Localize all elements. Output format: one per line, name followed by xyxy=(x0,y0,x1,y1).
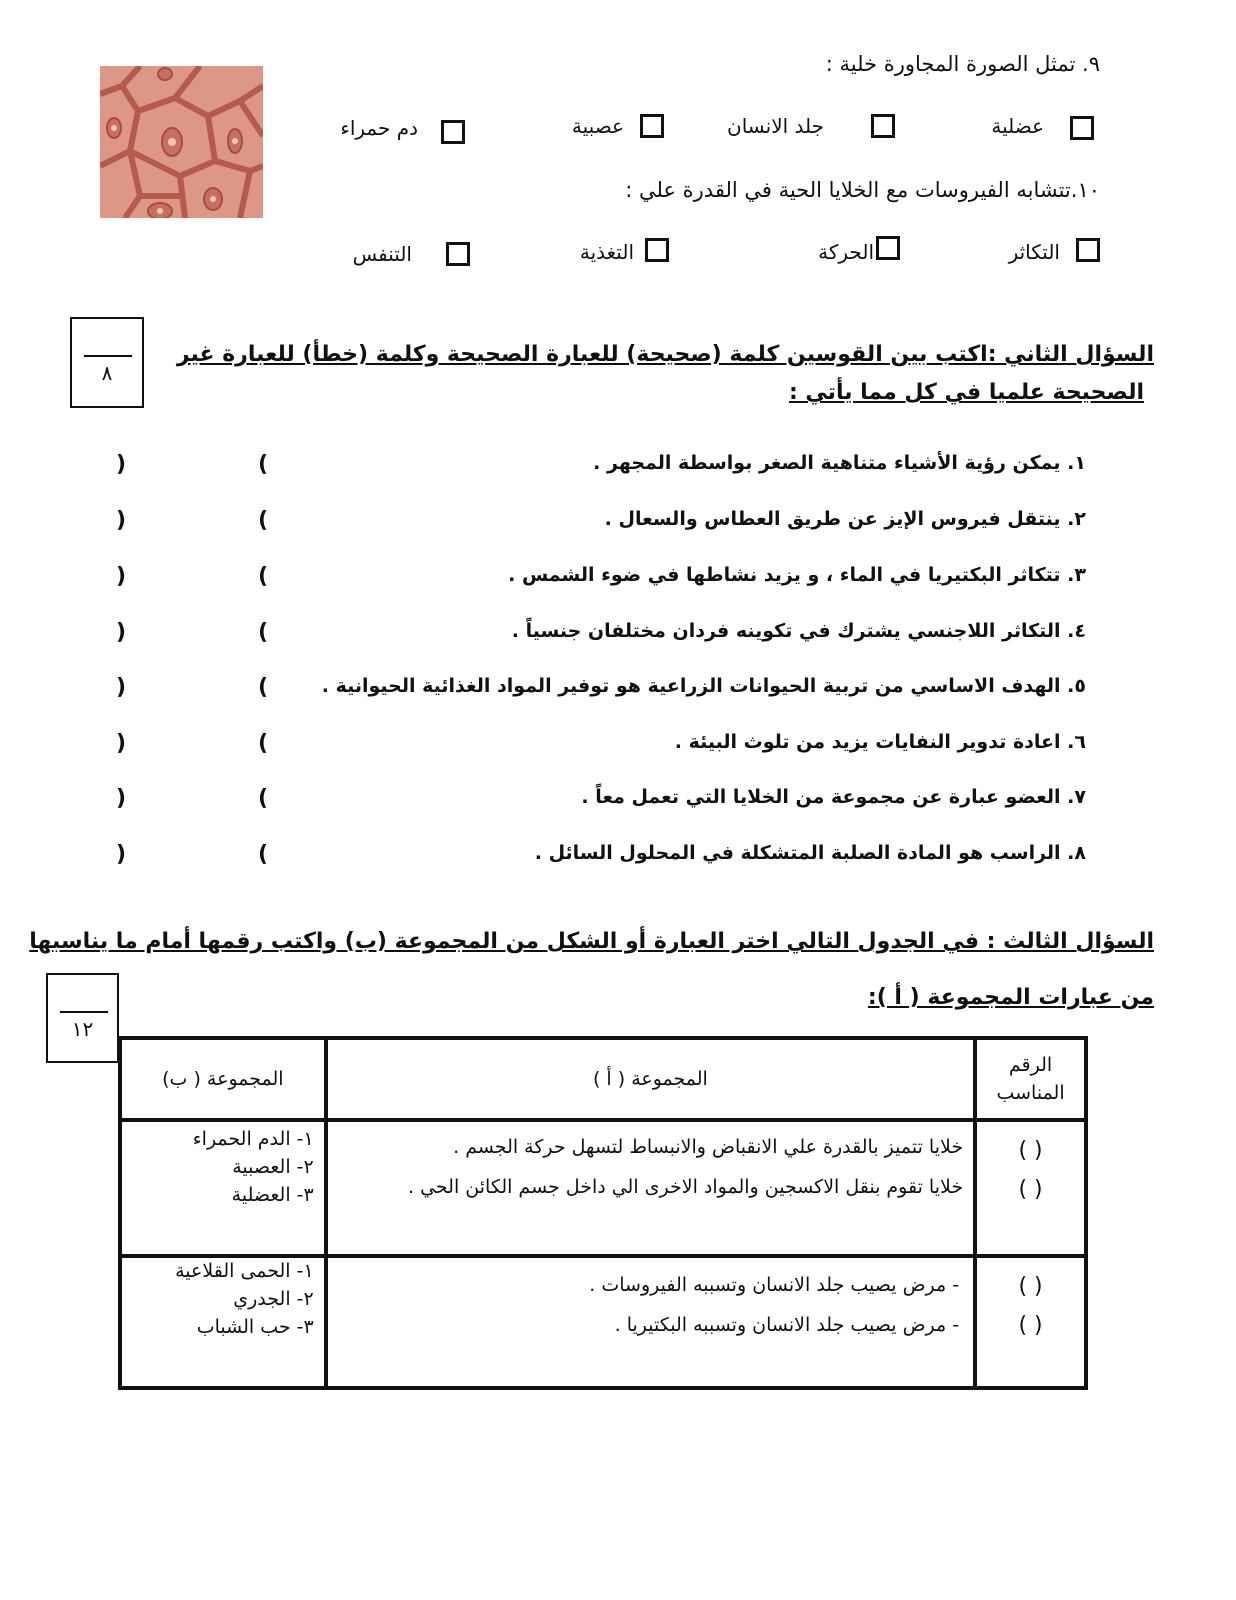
statement-6: ٦. اعادة تدوير النفايات يزيد من تلوث البيئة . xyxy=(674,731,1086,753)
paren-open: ( xyxy=(258,675,269,700)
section2-score-box xyxy=(70,317,144,408)
q9-option-3-label: عصبية xyxy=(571,114,624,138)
q10-option-1-checkbox[interactable] xyxy=(1076,238,1100,262)
row2-group-a xyxy=(326,1256,975,1388)
answer-blank-4[interactable] xyxy=(114,620,274,650)
paren-open: ( xyxy=(258,731,269,756)
q10-option-2-checkbox[interactable] xyxy=(876,236,900,260)
paren-open: ( xyxy=(258,620,269,645)
row1-answers xyxy=(975,1120,1086,1256)
section3-score-value: ١٢ xyxy=(71,1017,94,1041)
statement-2: ٢. ينتقل فيروس الإيز عن طريق العطاس والسعال . xyxy=(604,508,1086,530)
statement-4: ٤. التكاثر اللاجنسي يشترك في تكوينه فردان مختلفان جنسياً . xyxy=(511,620,1086,642)
statement-3: ٣. تتكاثر البكتيريا في الماء ، و يزيد نشاطها في ضوء الشمس . xyxy=(508,564,1086,586)
row2-group-b-item-2: ٢- الجدري xyxy=(233,1288,314,1310)
paren-open: ( xyxy=(258,508,269,533)
row1-answer-1[interactable]: ( ) xyxy=(1018,1138,1043,1163)
paren-close: ) xyxy=(116,675,127,700)
row2-group-b-item-3: ٣- حب الشباب xyxy=(196,1316,314,1338)
paren-close: ) xyxy=(116,452,127,477)
header-group-a: المجموعة ( أ ) xyxy=(326,1038,975,1120)
q9-option-2-checkbox[interactable] xyxy=(871,114,895,138)
paren-open: ( xyxy=(258,842,269,867)
q9-option-4-label: دم حمراء xyxy=(340,116,418,140)
statement-8: ٨. الراسب هو المادة الصلبة المتشكلة في المحلول السائل . xyxy=(534,842,1086,864)
row1-group-b-item-2: ٢- العصبية xyxy=(232,1156,314,1178)
statement-5: ٥. الهدف الاساسي من تربية الحيوانات الزراعية هو توفير المواد الغذائية الحيوانية . xyxy=(321,675,1086,697)
row2-answer-1[interactable]: ( ) xyxy=(1018,1274,1043,1299)
q10-option-4-checkbox[interactable] xyxy=(446,242,470,266)
answer-blank-3[interactable] xyxy=(114,564,274,594)
q9-option-1-label: عضلية xyxy=(991,114,1044,138)
paren-open: ( xyxy=(258,786,269,811)
q9-option-4-checkbox[interactable] xyxy=(441,120,465,144)
row2-group-b xyxy=(120,1256,326,1388)
answer-blank-5[interactable] xyxy=(114,675,274,705)
q10-title: ١٠.تتشابه الفيروسات مع الخلايا الحية في القدرة علي : xyxy=(625,178,1100,202)
q10-option-1-label: التكاثر xyxy=(1008,240,1060,264)
paren-close: ) xyxy=(116,508,127,533)
answer-blank-6[interactable] xyxy=(114,731,274,761)
paren-close: ) xyxy=(116,564,127,589)
row1-group-a-item-1: خلايا تتميز بالقدرة علي الانقباض والانبساط لتسهل حركة الجسم . xyxy=(453,1136,964,1158)
row1-group-b xyxy=(120,1120,326,1256)
q9-option-2-label: جلد الانسان xyxy=(727,114,824,138)
section3-heading-line1: السؤال الثالث : في الجدول التالي اختر العبارة أو الشكل من المجموعة (ب) واكتب رقمها أمام ما يناسبها xyxy=(29,929,1154,954)
section3-heading-line2: من عبارات المجموعة ( أ ): xyxy=(867,985,1154,1010)
answer-blank-2[interactable] xyxy=(114,508,274,538)
header-group-b: المجموعة ( ب) xyxy=(120,1038,326,1120)
q9-option-1-checkbox[interactable] xyxy=(1070,116,1094,140)
paren-close: ) xyxy=(116,786,127,811)
section2-heading-line1: السؤال الثاني :اكتب بين القوسين كلمة (صحيحة) للعبارة الصحيحة وكلمة (خطأ) للعبارة غير xyxy=(176,342,1154,367)
row2-group-b-item-1: ١- الحمى القلاعية xyxy=(175,1260,314,1282)
q9-option-3-checkbox[interactable] xyxy=(640,114,664,138)
row2-group-a-item-1: - مرض يصيب جلد الانسان وتسببه الفيروسات . xyxy=(589,1274,960,1296)
paren-close: ) xyxy=(116,620,127,645)
section2-score-value: ٨ xyxy=(101,361,113,385)
row1-group-a-item-2: خلايا تقوم بنقل الاكسجين والمواد الاخرى الي داخل جسم الكائن الحي . xyxy=(408,1176,964,1198)
cell-image xyxy=(100,66,263,218)
answer-blank-7[interactable] xyxy=(114,786,274,816)
statement-7: ٧. العضو عبارة عن مجموعة من الخلايا التي تعمل معاً . xyxy=(581,786,1086,808)
paren-close: ) xyxy=(116,842,127,867)
paren-open: ( xyxy=(258,452,269,477)
q9-title: ٩. تمثل الصورة المجاورة خلية : xyxy=(825,52,1100,76)
row2-answer-2[interactable]: ( ) xyxy=(1018,1313,1043,1338)
row1-group-a xyxy=(326,1120,975,1256)
q10-option-2-label: الحركة xyxy=(818,240,874,264)
statement-1: ١. يمكن رؤية الأشياء متناهية الصغر بواسطة المجهر . xyxy=(593,452,1086,474)
header-number xyxy=(975,1038,1086,1120)
header-number-label: الرقم المناسب xyxy=(996,1054,1065,1104)
row1-group-b-item-1: ١- الدم الحمراء xyxy=(192,1128,314,1150)
answer-blank-8[interactable] xyxy=(114,842,274,872)
paren-close: ) xyxy=(116,731,127,756)
paren-open: ( xyxy=(258,564,269,589)
row2-group-a-item-2: - مرض يصيب جلد الانسان وتسببه البكتيريا . xyxy=(614,1314,960,1336)
row1-group-b-item-3: ٣- العضلية xyxy=(231,1184,314,1206)
epithelial-cell-illustration xyxy=(100,66,263,218)
section3-score-box xyxy=(46,973,119,1063)
row1-answer-2[interactable]: ( ) xyxy=(1018,1177,1043,1202)
q10-option-3-checkbox[interactable] xyxy=(645,238,669,262)
section2-heading-line2: الصحيحة علميا في كل مما يأتي : xyxy=(788,380,1144,405)
answer-blank-1[interactable] xyxy=(114,452,274,482)
q10-option-3-label: التغذية xyxy=(579,240,634,264)
matching-table xyxy=(118,1036,1088,1390)
q10-option-4-label: التنفس xyxy=(352,242,412,266)
row2-answers xyxy=(975,1256,1086,1388)
